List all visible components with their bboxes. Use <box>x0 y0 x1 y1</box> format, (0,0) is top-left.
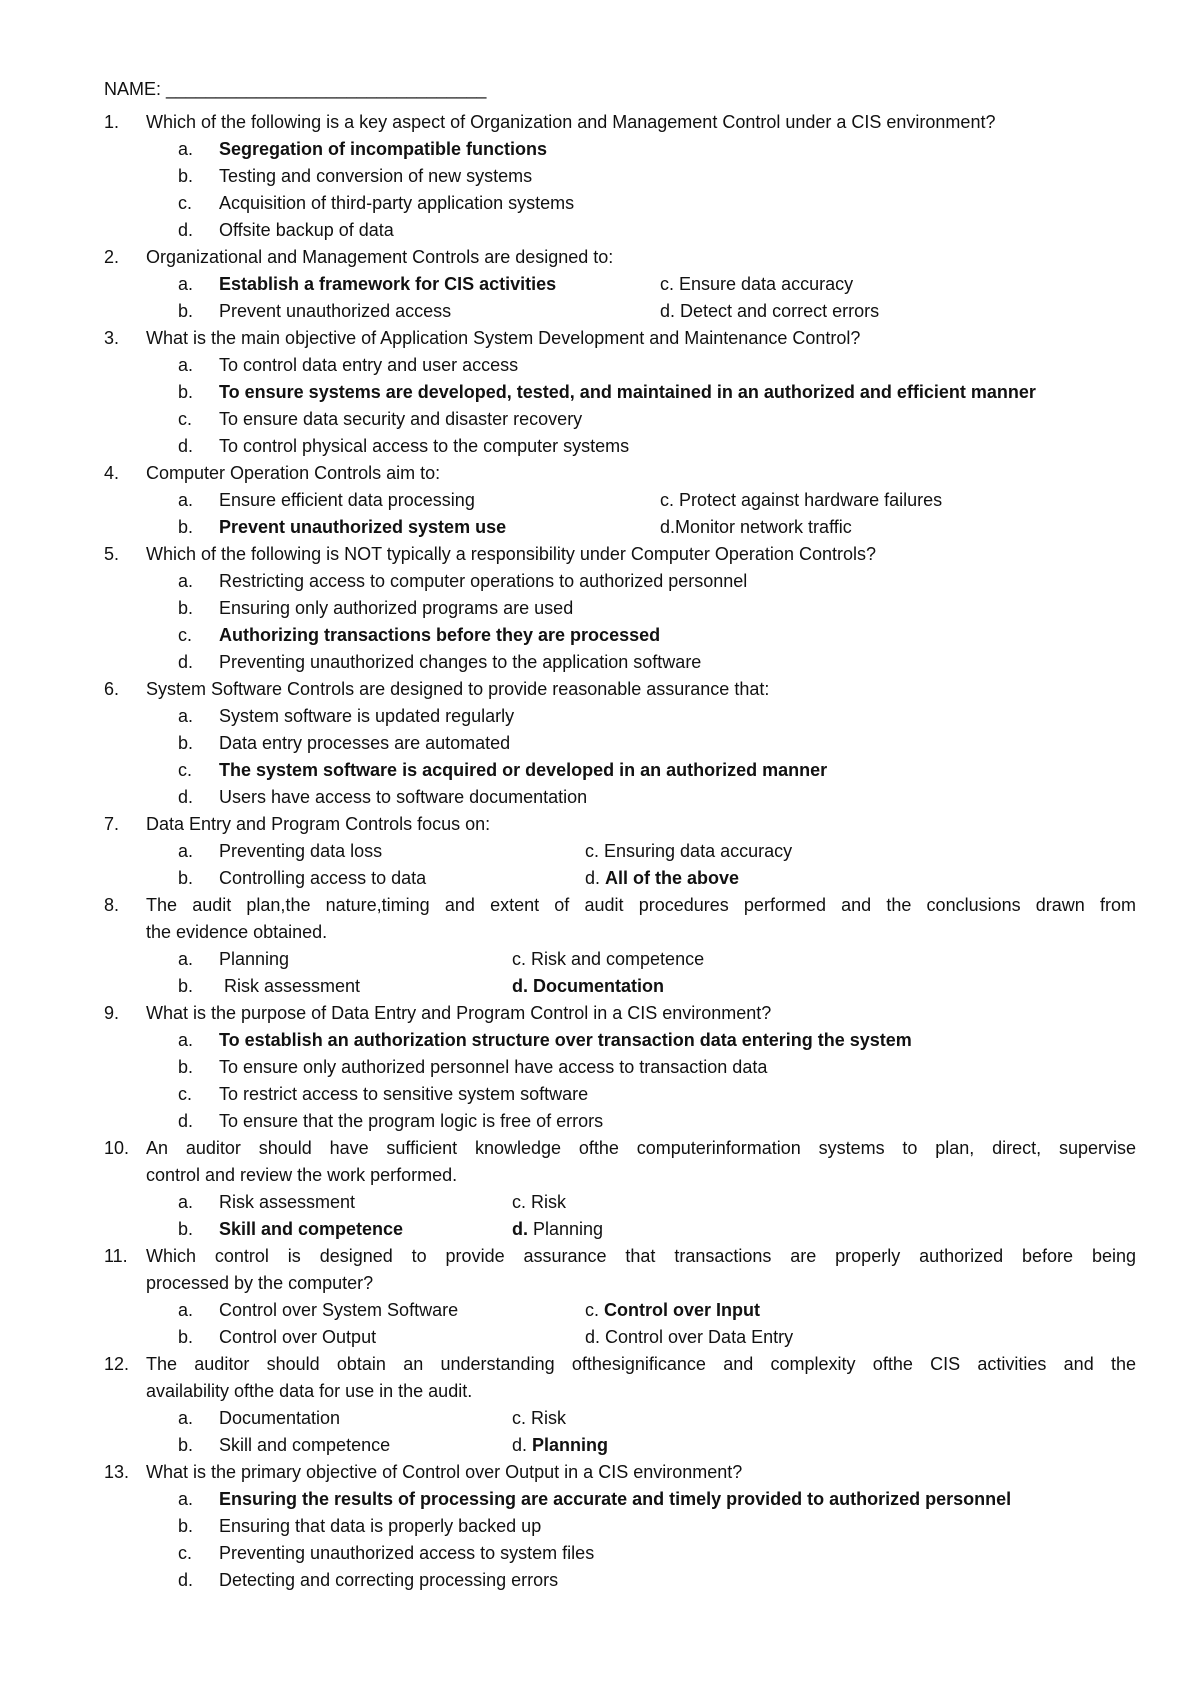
option-letter: b. <box>178 598 194 618</box>
option-d-prefix: d. <box>512 1219 533 1239</box>
option-letter: a. <box>178 841 194 861</box>
option-letter: a. <box>178 949 194 969</box>
option-letter: a. <box>178 490 194 510</box>
question-8-option-d: d. Documentation <box>512 976 664 996</box>
option-letter: c. <box>178 193 193 213</box>
option-letter: d. <box>178 220 194 240</box>
question-12-text-line-1: The auditor should obtain an understanding ofthesignificance and complexity ofthe CIS activities and the <box>146 1354 1136 1374</box>
question-9-option-b: To ensure only authorized personnel have access to transaction data <box>219 1057 768 1077</box>
option-letter: d. <box>178 787 194 807</box>
option-letter: c. <box>178 409 193 429</box>
question-1-option-b: Testing and conversion of new systems <box>219 166 533 186</box>
question-7-option-b: Controlling access to data <box>219 868 427 888</box>
question-6-number: 6. <box>104 679 120 699</box>
question-2-number: 2. <box>104 247 120 267</box>
option-letter: a. <box>178 571 194 591</box>
question-6-option-c: The system software is acquired or developed in an authorized manner <box>219 760 828 780</box>
option-letter: d. <box>178 1111 194 1131</box>
question-13-number: 13. <box>104 1462 130 1482</box>
question-2-option-b: Prevent unauthorized access <box>219 301 452 321</box>
question-3-option-d: To control physical access to the computer systems <box>219 436 630 456</box>
question-9-option-c: To restrict access to sensitive system software <box>219 1084 589 1104</box>
option-letter: a. <box>178 1030 194 1050</box>
question-5-text: Which of the following is NOT typically a responsibility under Computer Operation Controls? <box>146 544 876 564</box>
question-11-option-c-text: Control over Input <box>604 1300 761 1320</box>
question-8-option-a: Planning <box>219 949 290 969</box>
question-11-text-line-2: processed by the computer? <box>146 1273 374 1293</box>
option-letter: a. <box>178 1192 194 1212</box>
option-letter: b. <box>178 976 194 996</box>
question-3-text: What is the main objective of Application System Development and Maintenance Control? <box>146 328 861 348</box>
question-3-option-c: To ensure data security and disaster recovery <box>219 409 583 429</box>
question-10-number: 10. <box>104 1138 130 1158</box>
question-1-number: 1. <box>104 112 120 132</box>
question-11-option-a: Control over System Software <box>219 1300 459 1320</box>
question-8-number: 8. <box>104 895 120 915</box>
question-6-option-d: Users have access to software documentation <box>219 787 588 807</box>
question-12-option-b: Skill and competence <box>219 1435 391 1455</box>
option-d-prefix: d. <box>585 868 606 888</box>
option-letter: b. <box>178 868 194 888</box>
option-letter: a. <box>178 355 194 375</box>
option-letter: a. <box>178 274 194 294</box>
option-letter: b. <box>178 1057 194 1077</box>
question-9-option-d: To ensure that the program logic is free of errors <box>219 1111 604 1131</box>
option-letter: a. <box>178 1489 194 1509</box>
question-6-text: System Software Controls are designed to provide reasonable assurance that: <box>146 679 770 699</box>
question-13-option-d: Detecting and correcting processing errors <box>219 1570 559 1590</box>
question-10-option-a: Risk assessment <box>219 1192 356 1212</box>
option-letter: b. <box>178 166 194 186</box>
question-13-option-a: Ensuring the results of processing are accurate and timely provided to authorized personnel <box>219 1489 1012 1509</box>
question-7-number: 7. <box>104 814 120 834</box>
option-letter: a. <box>178 139 194 159</box>
question-11-option-d: d. Control over Data Entry <box>585 1327 794 1347</box>
question-5-option-d: Preventing unauthorized changes to the application software <box>219 652 702 672</box>
question-8-text-line-1: The audit plan,the nature,timing and extent of audit procedures performed and the conclusions drawn from <box>146 895 1136 915</box>
question-1-option-d: Offsite backup of data <box>219 220 394 240</box>
question-12-option-c: c. Risk <box>512 1408 566 1428</box>
question-9-text: What is the purpose of Data Entry and Program Control in a CIS environment? <box>146 1003 772 1023</box>
question-2-text: Organizational and Management Controls are designed to: <box>146 247 614 267</box>
question-11-text-line-1: Which control is designed to provide assurance that transactions are properly authorized before being <box>146 1246 1136 1266</box>
question-11-number: 11. <box>104 1246 128 1266</box>
question-2-option-c: c. Ensure data accuracy <box>660 274 854 294</box>
question-3-option-a: To control data entry and user access <box>219 355 519 375</box>
question-12-number: 12. <box>104 1354 130 1374</box>
option-letter: b. <box>178 1219 194 1239</box>
question-5-number: 5. <box>104 544 120 564</box>
question-7-option-d-text: All of the above <box>605 868 740 888</box>
question-4-number: 4. <box>104 463 120 483</box>
question-6-option-a: System software is updated regularly <box>219 706 515 726</box>
name-field-label: NAME: ________________________________ <box>104 79 487 99</box>
question-1-text: Which of the following is a key aspect of Organization and Management Control under a CIS environment? <box>146 112 996 132</box>
question-4-option-b: Prevent unauthorized system use <box>219 517 507 537</box>
question-10-text-line-1: An auditor should have sufficient knowledge ofthe computerinformation systems to plan, direct, supervise <box>146 1138 1136 1158</box>
question-4-option-c: c. Protect against hardware failures <box>660 490 943 510</box>
question-8-text-line-2: the evidence obtained. <box>146 922 328 942</box>
question-13-option-b: Ensuring that data is properly backed up <box>219 1516 542 1536</box>
question-12-option-a: Documentation <box>219 1408 341 1428</box>
option-letter: b. <box>178 1435 194 1455</box>
option-letter: a. <box>178 1408 194 1428</box>
question-13-text: What is the primary objective of Control over Output in a CIS environment? <box>146 1462 743 1482</box>
question-4-option-a: Ensure efficient data processing <box>219 490 475 510</box>
question-8-option-b: Risk assessment <box>219 976 361 996</box>
question-13-option-c: Preventing unauthorized access to system files <box>219 1543 595 1563</box>
option-letter: b. <box>178 1516 194 1536</box>
question-10-option-d <box>512 1218 603 1240</box>
option-letter: c. <box>178 760 193 780</box>
question-10-option-d-text: Planning <box>533 1219 604 1239</box>
option-letter: c. <box>178 1543 193 1563</box>
option-letter: c. <box>178 1084 193 1104</box>
question-8-option-c: c. Risk and competence <box>512 949 705 969</box>
option-d-prefix: d. <box>512 1435 533 1455</box>
option-letter: d. <box>178 436 194 456</box>
option-c-prefix: c. <box>585 1300 605 1320</box>
question-7-option-d <box>585 867 739 889</box>
question-5-option-a: Restricting access to computer operations to authorized personnel <box>219 571 748 591</box>
option-letter: a. <box>178 706 194 726</box>
question-3-number: 3. <box>104 328 120 348</box>
option-letter: b. <box>178 733 194 753</box>
option-letter: b. <box>178 301 194 321</box>
question-7-text: Data Entry and Program Controls focus on: <box>146 814 491 834</box>
question-12-option-d-text: Planning <box>532 1435 609 1455</box>
question-2-option-a: Establish a framework for CIS activities <box>219 274 557 294</box>
option-letter: b. <box>178 382 194 402</box>
option-letter: b. <box>178 1327 194 1347</box>
question-9-option-a: To establish an authorization structure over transaction data entering the system <box>219 1030 912 1050</box>
question-12-option-d <box>512 1434 608 1456</box>
option-letter: d. <box>178 1570 194 1590</box>
question-1-option-a: Segregation of incompatible functions <box>219 139 548 159</box>
question-10-text-line-2: control and review the work performed. <box>146 1165 458 1185</box>
option-letter: d. <box>178 652 194 672</box>
option-letter: a. <box>178 1300 194 1320</box>
question-7-option-c: c. Ensuring data accuracy <box>585 841 793 861</box>
option-letter: c. <box>178 625 193 645</box>
question-1-option-c: Acquisition of third-party application systems <box>219 193 575 213</box>
option-letter: b. <box>178 517 194 537</box>
question-9-number: 9. <box>104 1003 120 1023</box>
question-10-option-b: Skill and competence <box>219 1219 404 1239</box>
question-11-option-b: Control over Output <box>219 1327 377 1347</box>
question-4-text: Computer Operation Controls aim to: <box>146 463 441 483</box>
question-5-option-b: Ensuring only authorized programs are used <box>219 598 574 618</box>
question-4-option-d: d.Monitor network traffic <box>660 517 852 537</box>
question-7-option-a: Preventing data loss <box>219 841 383 861</box>
question-11-option-c <box>585 1299 760 1321</box>
question-10-option-c: c. Risk <box>512 1192 566 1212</box>
question-5-option-c: Authorizing transactions before they are processed <box>219 625 661 645</box>
question-2-option-d: d. Detect and correct errors <box>660 301 880 321</box>
question-12-text-line-2: availability ofthe data for use in the audit. <box>146 1381 473 1401</box>
question-3-option-b: To ensure systems are developed, tested, and maintained in an authorized and efficient manner <box>219 382 1036 402</box>
question-6-option-b: Data entry processes are automated <box>219 733 511 753</box>
